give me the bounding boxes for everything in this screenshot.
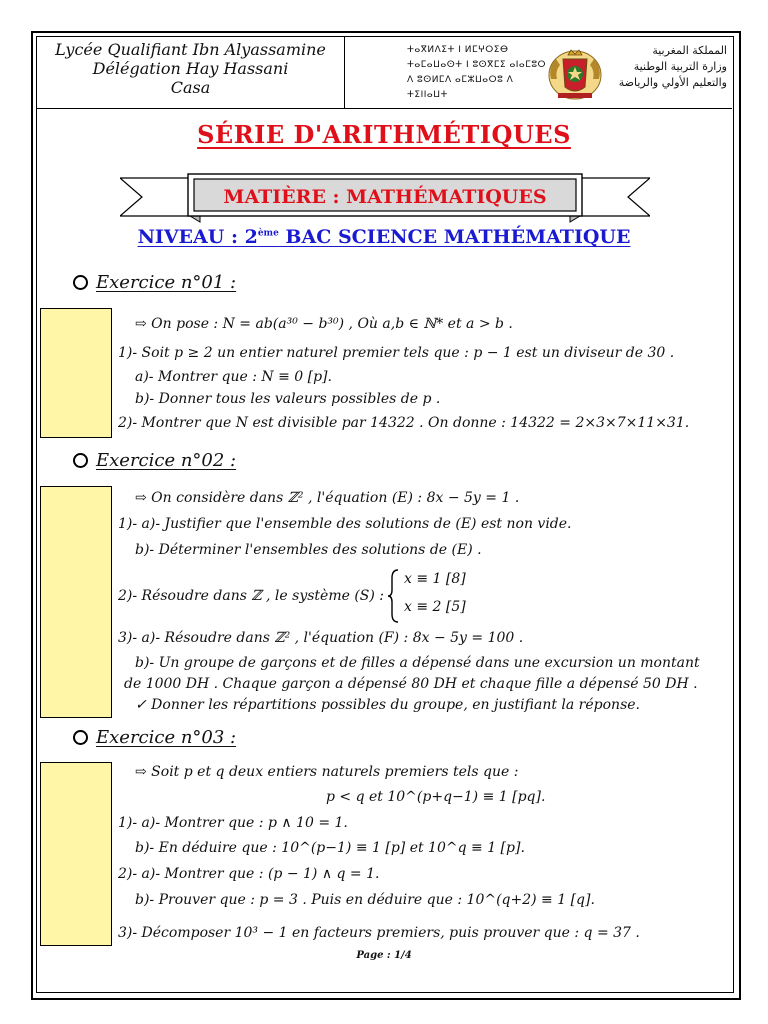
document-header	[37, 37, 732, 109]
system-equation-2: x ≡ 2 [5]	[404, 599, 466, 615]
exercise-1-line: b)- Donner tous les valeurs possibles de p .	[135, 391, 441, 407]
tifinagh-line: ⴷ ⵓⵙⵍⵎⴷ ⴰⵎⵣⵡⴰⵔⵓ ⴷ ⵜⵉⵏⵏⴰⵡⵜ	[407, 75, 514, 100]
arabic-line: المملكة المغربية	[652, 44, 727, 57]
exercise-3-line: b)- Prouver que : p = 3 . Puis en déduire que : 10^(q+2) ≡ 1 [q].	[135, 892, 595, 908]
bullet-circle-icon	[73, 453, 88, 468]
exercise-2-title	[73, 450, 236, 471]
exercise-3-title	[73, 727, 236, 748]
exercise-2-line: b)- Déterminer l'ensembles des solutions de (E) .	[135, 542, 482, 558]
level-suffix: BAC SCIENCE MATHÉMATIQUE	[278, 226, 631, 248]
bullet-circle-icon	[73, 730, 88, 745]
exercise-1-line: 2)- Montrer que N est divisible par 14322 . On donne : 14322 = 2×3×7×11×31.	[118, 415, 690, 431]
moroccan-emblem-icon	[546, 45, 604, 101]
exercise-1-score-box	[40, 308, 112, 438]
arabic-line: وزارة التربية الوطنية	[633, 60, 727, 73]
exercise-title-label: Exercice n°03 :	[96, 727, 237, 748]
subject-label: MATIÈRE : MATHÉMATIQUES	[223, 186, 547, 208]
exercise-2-line: 3)- a)- Résoudre dans ℤ² , l'équation (F) : 8x − 5y = 100 .	[118, 630, 524, 646]
tifinagh-line: ⵜⴰⴳⵍⴷⵉⵜ ⵏ ⵍⵎⵖⵔⵉⴱ	[407, 45, 509, 55]
system-brace-icon	[386, 568, 400, 624]
exercise-3-line: 3)- Décomposer 10³ − 1 en facteurs premiers, puis prouver que : q = 37 .	[118, 925, 640, 941]
exercise-1-line: ⇨ On pose : N = ab(a³⁰ − b³⁰) , Où a,b ∈ ℕ* et a > b .	[135, 316, 513, 332]
school-city: Casa	[170, 78, 211, 97]
exercise-3-line: b)- En déduire que : 10^(p−1) ≡ 1 [p] et 10^q ≡ 1 [p].	[135, 840, 525, 856]
system-equation-1: x ≡ 1 [8]	[404, 571, 466, 587]
exercise-3-line: p < q et 10^(p+q−1) ≡ 1 [pq].	[326, 789, 546, 805]
exercise-title-label: Exercice n°01 :	[96, 272, 237, 293]
exercise-1-line: a)- Montrer que : N ≡ 0 [p].	[135, 369, 332, 385]
ministry-tifinagh	[407, 43, 547, 103]
exercise-1-line: 1)- Soit p ≥ 2 un entier naturel premier tels que : p − 1 est un diviseur de 30 .	[118, 345, 675, 361]
exercise-2-line: 2)- Résoudre dans ℤ , le système (S) :	[118, 588, 385, 604]
exercise-2-line: ✓ Donner les répartitions possibles du groupe, en justifiant la réponse.	[135, 697, 640, 713]
level-prefix: NIVEAU : 2	[137, 226, 258, 248]
bullet-circle-icon	[73, 275, 88, 290]
exercise-3-line: 1)- a)- Montrer que : p ∧ 10 = 1.	[118, 815, 348, 831]
exercise-3-score-box	[40, 762, 112, 946]
tifinagh-line: ⵜⴰⵎⴰⵡⴰⵙⵜ ⵏ ⵓⵙⴳⵎⵉ ⴰⵏⴰⵎⵓⵔ	[407, 60, 547, 70]
exercise-3-line: ⇨ Soit p et q deux entiers naturels premiers tels que :	[135, 764, 519, 780]
level-superscript: ème	[257, 228, 279, 239]
school-name: Lycée Qualifiant Ibn Alyassamine	[55, 40, 326, 59]
exercise-2-line: 1)- a)- Justifier que l'ensemble des solutions de (E) est non vide.	[118, 516, 572, 532]
series-title: SÉRIE D'ARITHMÉTIQUES	[197, 120, 571, 149]
exercise-title-label: Exercice n°02 :	[96, 450, 237, 471]
school-delegation: Délégation Hay Hassani	[92, 59, 289, 78]
page-number: Page : 1/4	[356, 950, 412, 961]
level-label	[0, 226, 768, 248]
exercise-2-line: ⇨ On considère dans ℤ² , l'équation (E) : 8x − 5y = 1 .	[135, 490, 520, 506]
school-block	[37, 37, 345, 108]
exercise-1-title	[73, 272, 236, 293]
exercise-2-line: de 1000 DH . Chaque garçon a dépensé 80 DH et chaque fille a dépensé 50 DH .	[124, 676, 698, 692]
exercise-2-line: b)- Un groupe de garçons et de filles a dépensé dans une excursion un montant	[135, 655, 700, 671]
ministry-arabic	[602, 43, 727, 91]
exercise-2-score-box	[40, 486, 112, 718]
arabic-line: والتعليم الأولي والرياضة	[618, 76, 727, 89]
exercise-3-line: 2)- a)- Montrer que : (p − 1) ∧ q = 1.	[118, 866, 380, 882]
